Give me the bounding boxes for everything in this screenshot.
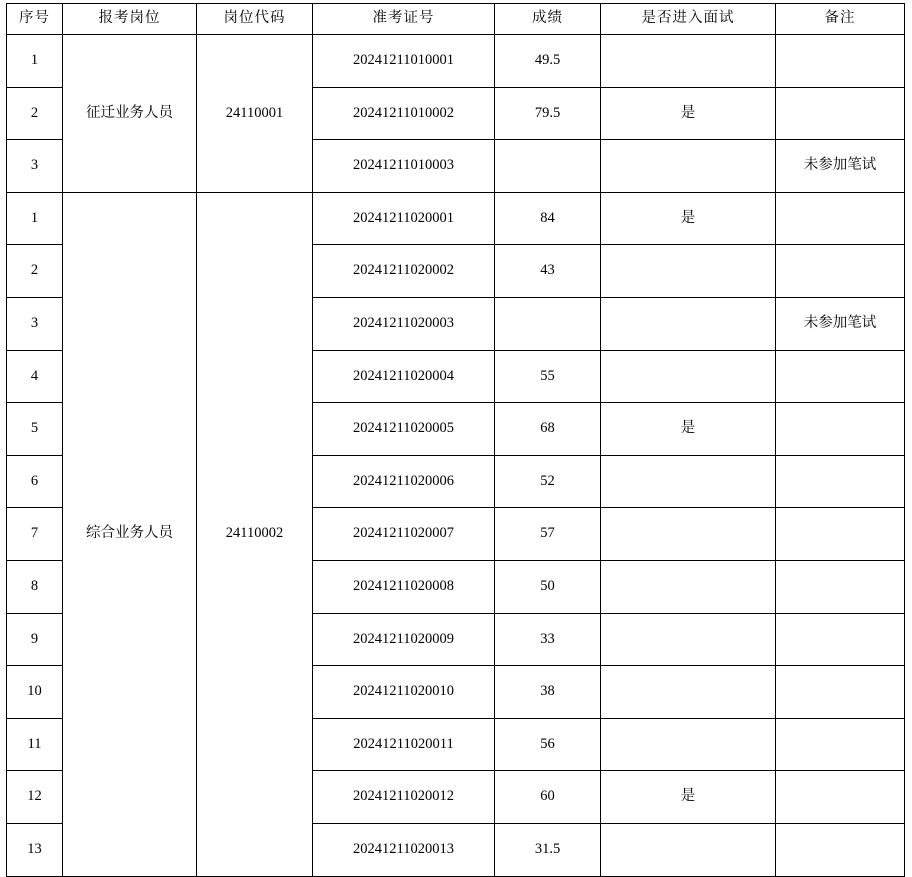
- cell-remark: [776, 666, 905, 719]
- cell-remark: 未参加笔试: [776, 140, 905, 193]
- cell-remark: [776, 613, 905, 666]
- cell-remark: [776, 771, 905, 824]
- cell-score: 31.5: [495, 823, 601, 876]
- column-header-exam-no: 准考证号: [313, 4, 495, 35]
- cell-score: 60: [495, 771, 601, 824]
- column-header-post: 报考岗位: [63, 4, 197, 35]
- cell-interview: [601, 613, 776, 666]
- column-header-index: 序号: [7, 4, 63, 35]
- column-header-remark: 备注: [776, 4, 905, 35]
- cell-exam-no: 20241211010001: [313, 35, 495, 88]
- cell-remark: [776, 35, 905, 88]
- cell-interview: [601, 35, 776, 88]
- cell-remark: [776, 718, 905, 771]
- cell-exam-no: 20241211020006: [313, 455, 495, 508]
- score-table: [6, 3, 905, 877]
- cell-exam-no: 20241211020005: [313, 403, 495, 456]
- cell-exam-no: 20241211020007: [313, 508, 495, 561]
- cell-score: 50: [495, 560, 601, 613]
- cell-post-merged: 征迁业务人员: [63, 35, 197, 193]
- cell-remark: [776, 87, 905, 140]
- cell-score: 68: [495, 403, 601, 456]
- cell-interview: [601, 455, 776, 508]
- cell-exam-no: 20241211020013: [313, 823, 495, 876]
- cell-interview: [601, 297, 776, 350]
- cell-post-code-merged: 24110001: [197, 35, 313, 193]
- cell-score: 56: [495, 718, 601, 771]
- cell-index: 13: [7, 823, 63, 876]
- cell-remark: [776, 823, 905, 876]
- cell-score: 84: [495, 192, 601, 245]
- cell-index: 2: [7, 245, 63, 298]
- cell-exam-no: 20241211020004: [313, 350, 495, 403]
- cell-post-code-merged: 24110002: [197, 192, 313, 876]
- cell-interview: [601, 666, 776, 719]
- cell-exam-no: 20241211010002: [313, 87, 495, 140]
- cell-index: 12: [7, 771, 63, 824]
- cell-score: 38: [495, 666, 601, 719]
- cell-index: 5: [7, 403, 63, 456]
- cell-index: 1: [7, 192, 63, 245]
- cell-interview: [601, 718, 776, 771]
- column-header-post-code: 岗位代码: [197, 4, 313, 35]
- cell-index: 2: [7, 87, 63, 140]
- cell-exam-no: 20241211020009: [313, 613, 495, 666]
- cell-interview: [601, 245, 776, 298]
- cell-index: 10: [7, 666, 63, 719]
- cell-index: 4: [7, 350, 63, 403]
- cell-score: 52: [495, 455, 601, 508]
- cell-remark: [776, 560, 905, 613]
- cell-exam-no: 20241211020011: [313, 718, 495, 771]
- cell-interview: [601, 350, 776, 403]
- table-row: [7, 192, 905, 245]
- cell-index: 7: [7, 508, 63, 561]
- cell-score: 57: [495, 508, 601, 561]
- cell-remark: [776, 245, 905, 298]
- cell-score: [495, 140, 601, 193]
- cell-score: 43: [495, 245, 601, 298]
- cell-score: 49.5: [495, 35, 601, 88]
- cell-index: 9: [7, 613, 63, 666]
- cell-score: [495, 297, 601, 350]
- cell-interview: [601, 508, 776, 561]
- cell-interview: [601, 823, 776, 876]
- cell-index: 1: [7, 35, 63, 88]
- cell-exam-no: 20241211020002: [313, 245, 495, 298]
- column-header-score: 成绩: [495, 4, 601, 35]
- cell-interview: [601, 140, 776, 193]
- cell-index: 6: [7, 455, 63, 508]
- cell-interview: 是: [601, 771, 776, 824]
- cell-exam-no: 20241211020012: [313, 771, 495, 824]
- cell-post-merged: 综合业务人员: [63, 192, 197, 876]
- cell-score: 33: [495, 613, 601, 666]
- cell-exam-no: 20241211020010: [313, 666, 495, 719]
- table-body: [7, 35, 905, 877]
- table-header-row: [7, 4, 905, 35]
- cell-index: 8: [7, 560, 63, 613]
- cell-score: 79.5: [495, 87, 601, 140]
- cell-index: 3: [7, 140, 63, 193]
- cell-exam-no: 20241211010003: [313, 140, 495, 193]
- cell-remark: [776, 403, 905, 456]
- cell-interview: 是: [601, 192, 776, 245]
- cell-exam-no: 20241211020008: [313, 560, 495, 613]
- cell-remark: [776, 455, 905, 508]
- cell-remark: 未参加笔试: [776, 297, 905, 350]
- column-header-interview: 是否进入面试: [601, 4, 776, 35]
- cell-score: 55: [495, 350, 601, 403]
- cell-remark: [776, 508, 905, 561]
- cell-exam-no: 20241211020001: [313, 192, 495, 245]
- cell-remark: [776, 350, 905, 403]
- cell-remark: [776, 192, 905, 245]
- cell-interview: 是: [601, 403, 776, 456]
- cell-index: 11: [7, 718, 63, 771]
- cell-interview: 是: [601, 87, 776, 140]
- table-header: [7, 4, 905, 35]
- cell-exam-no: 20241211020003: [313, 297, 495, 350]
- table-row: [7, 35, 905, 88]
- cell-interview: [601, 560, 776, 613]
- cell-index: 3: [7, 297, 63, 350]
